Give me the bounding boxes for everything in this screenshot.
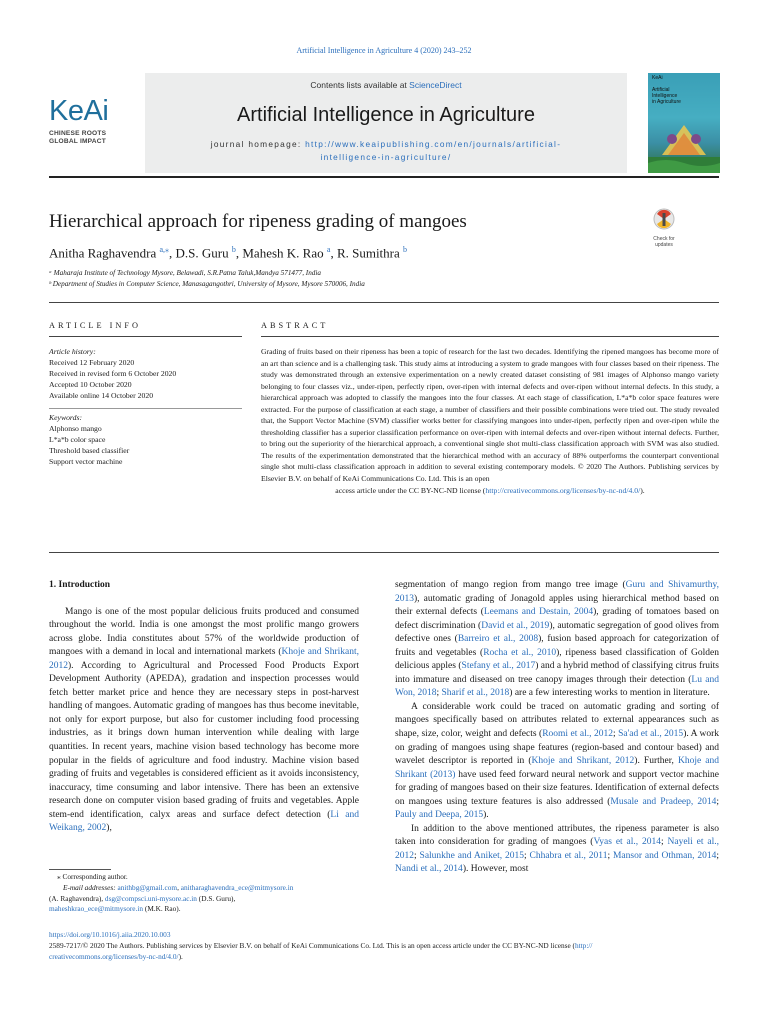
homepage-link-cont[interactable]: intelligence-in-agriculture/ (320, 152, 452, 162)
title-rule (49, 302, 719, 303)
homepage-label: journal homepage: (210, 139, 306, 149)
affiliation-a: ᵃ Maharaja Institute of Technology Mysore, Belawadi, S.R.Patna Taluk,Mandya 571477, India (49, 269, 321, 277)
article-history-label: Article history: (49, 347, 96, 356)
email-link[interactable]: dsg@compsci.uni-mysore.ac.in (104, 893, 197, 903)
keyword: L*a*b color space (49, 435, 106, 444)
affiliation-b: ᵇ Department of Studies in Computer Science, Manasagangothri, University of Mysore, Mysore 570006, India (49, 280, 365, 288)
text-run: In addition to the above mentioned attributes, the ripeness parameter is also taken into consideration for grading of mangoes ( (395, 823, 719, 848)
email-separator: , (177, 882, 181, 892)
license-link[interactable]: http:// (574, 940, 593, 950)
journal-citation[interactable]: Artificial Intelligence in Agriculture 4 (2020) 243–252 (296, 46, 472, 55)
reference-link[interactable]: Mansor and Othman, 2014 (612, 850, 717, 861)
email-line (49, 904, 369, 915)
reference-link[interactable]: Pauly and Deepa, 2015 (395, 810, 484, 821)
online-date: Available online 14 October 2020 (49, 391, 154, 400)
reference-link[interactable]: Guru and Shivamurthy, 2013 (395, 580, 719, 604)
issn-license-line (49, 941, 729, 963)
text-run: ). (178, 951, 183, 961)
keywords-label: Keywords: (49, 413, 83, 422)
email-label: E-mail addresses: (63, 882, 118, 892)
text-run: ; (436, 688, 442, 699)
reference-link[interactable]: Li and Weikang, 2002 (49, 809, 359, 834)
reference-link[interactable]: Chhabra et al., 2011 (529, 850, 608, 861)
reference-link[interactable]: Sa'ad et al., 2015 (618, 729, 684, 740)
license-suffix: ). (640, 485, 645, 495)
crossmark-icon (645, 207, 683, 231)
email-line (49, 894, 369, 905)
reference-link[interactable]: Salunkhe and Aniket, 2015 (419, 850, 524, 861)
revised-date: Received in revised form 6 October 2020 (49, 369, 177, 378)
contents-line (145, 80, 627, 90)
text-run: ; (523, 850, 530, 861)
reference-link[interactable]: David et al., 2019 (481, 620, 550, 631)
license-prefix: access article under the CC BY-NC-ND license ( (335, 485, 486, 495)
text-run: ). Further, (634, 756, 678, 767)
sciencedirect-link[interactable]: ScienceDirect (409, 80, 462, 90)
info-divider (49, 408, 242, 409)
text-run: ; (414, 850, 420, 861)
received-date: Received 12 February 2020 (49, 358, 135, 367)
journal-cover-image (648, 73, 720, 173)
keai-tagline-line-2: GLOBAL IMPACT (49, 138, 106, 145)
email-line (49, 883, 369, 894)
check-for-updates-badge[interactable] (645, 207, 683, 247)
cover-title-line-2: Intelligence (652, 93, 678, 99)
cover-title-line-3: in Agriculture (652, 99, 681, 105)
cover-title-line-1: Artificial (652, 87, 670, 93)
text-run: ). A work on grading of mangoes using shape features (region-based and contour based) and wavelet descriptor is reported in ( (395, 729, 720, 767)
article-title: Hierarchical approach for ripeness grading of mangoes (49, 211, 467, 232)
cover-illustration (648, 73, 720, 173)
reference-link[interactable]: Roomi et al., 2012 (542, 729, 613, 740)
keai-wordmark: KeAi (49, 95, 109, 127)
text-run: ). According to Agricultural and Processed Food Products Export Development Authority (APEDA), gradation and inspection processes would fetch better market price and hence they are necessary steps in post-harvest handling of mangoes. Automatic grading of mangoes has thus become inevitable, not only for export purpose, but also for customer including food processing industries, as it brings down human intervention while dealing with large quantities. In recent years, machine vision based technology has become more popular in the fields of agriculture and food industry. Machine vision based grading of fruits and vegetables is considered efficient as it avoids inconsistency, inaccuracy, time consuming and labor intensive. There has been an extensive research done on computer vision based grading of fruits and vegetables. Apple stem-end identification, calyx areas and surface defect detection ( (49, 660, 359, 820)
abstract-text: Grading of fruits based on their ripeness has been a topic of research for the last two decades. Identifying the ripened mangoes has become more of an art than science and is a challenging task. This study aims at introducing a system to grade mangoes with four classes based on their ripeness. The study was demonstrated through an extensive experimentation on a newly created dataset consisting of 981 images of Alphonso mango variety belonging to four classes viz., under-ripen, perfectly ripen, over-ripen with internal defects and over-ripen without internal defects. In this study, a hierarchical approach was adopted to classify the mangoes into the four classes. At each stage of classification, L*a*b color space features were extracted. For the purpose of classification at each stage, a number of classifiers and their possible combinations were tried out. The study revealed that, the Support Vector Machine (SVM) classifier works better for classifying mangoes into under-ripen, perfectly ripen and over-ripen while the thresholding classifier has a superior classification performance on over-ripen with internal defects and over-ripen without internal defects. Further, to bring out the superiority of the hierarchical approach, a conventional single shot multi-class classification approach with SVM was also studied. The results of the experimentation demonstrated that the hierarchical method with an accuracy of 88% outperforms the counterpart conventional single shot multi-class classification approach in addition to several existing contemporary models. © 2020 The Authors. Publishing services by Elsevier B.V. on behalf of KeAi Communications Co. Ltd. This is an open (261, 347, 719, 484)
text-run: ) are a few interesting works to mention in literature. (509, 688, 710, 699)
paragraph (395, 823, 719, 877)
crossmark-line-1: Check for (653, 236, 675, 242)
corresponding-author-note: ⁎ Corresponding author. (57, 872, 128, 881)
paragraph (395, 701, 719, 823)
article-info-box (49, 346, 242, 467)
text-run: ; (612, 729, 619, 740)
author-affiliation-link[interactable]: a (326, 245, 331, 254)
keai-logo (49, 95, 134, 155)
text-run: (D.S. Guru), (196, 893, 236, 903)
author-list (49, 245, 649, 261)
article-info-rule (49, 336, 242, 337)
crossmark-line-2: updates (655, 242, 673, 248)
author-affiliation-link[interactable]: a,⁎ (159, 245, 170, 254)
contents-prefix: Contents lists available at (310, 80, 410, 90)
text-run: ), automatic grading of Jonagold apples using hierarchical method based on their external defects ( (395, 593, 719, 618)
reference-link[interactable]: Rocha et al., 2010 (483, 647, 557, 658)
text-run: ; (661, 837, 668, 848)
text-run: A considerable work could be traced on automatic grading and sorting of mangoes specifically based on attributes related to external appearances such as shape, size, color, weight and defects ( (395, 701, 719, 740)
reference-link[interactable]: Lu and Won, 2018 (395, 674, 719, 699)
text-run: have used feed forward neural network and support vector machine for grading of mangoes based on their size features. Identification of external defects on mangoes using texture features is also addressed ( (395, 769, 719, 807)
abstract-body (261, 346, 719, 496)
text-run: ) and a hybrid method of classifying citrus fruits into immature and diseased on tree canopy images through their detection ( (395, 661, 719, 685)
keyword: Support vector machine (49, 457, 123, 466)
reference-link[interactable]: Khoje and Shrikant (2013) (395, 756, 719, 780)
body-column-right (395, 579, 719, 877)
email-link[interactable]: anithbg@gmail.com (117, 882, 178, 892)
author-affiliation-link[interactable]: b (403, 245, 408, 254)
reference-link[interactable]: Khoje and Shrikant, 2012 (49, 647, 359, 671)
text-run: ; (607, 850, 613, 861)
email-link[interactable]: anitharaghavendra_ece@mitmysore.in (180, 882, 294, 892)
reference-link[interactable]: Vyas et al., 2014 (593, 837, 661, 848)
reference-link[interactable]: Nayeli et al., 2012 (395, 837, 719, 861)
reference-link[interactable]: Musale and Pradeep, 2014 (610, 796, 717, 807)
author-name: , D.S. Guru (169, 245, 229, 261)
text-run: (A. Raghavendra), (49, 893, 105, 903)
author-name: , R. Sumithra (330, 245, 400, 261)
footnote-rule (49, 869, 111, 870)
text-run: ), (106, 823, 112, 834)
license-link[interactable]: http://creativecommons.org/licenses/by-nc-nd/4.0/ (485, 485, 641, 495)
abstract-heading: ABSTRACT (261, 321, 329, 330)
header-rule (49, 176, 719, 178)
text-run: Mango is one of the most popular delicious fruits produced and consumed throughout the world. India is one amongst the most prolific mango growers across globe. India constitutes about 57% of the worldwide production of mangoes with a demand in local and international markets ( (49, 606, 359, 658)
text-run: (M.K. Rao). (143, 904, 181, 914)
section-heading-introduction: 1. Introduction (49, 580, 111, 590)
text-run: ), automatic segregation of good olives from defective ones ( (395, 620, 720, 645)
publication-meta (49, 930, 729, 962)
text-run: ), fusion based approach for categorization of fruits and vegetables ( (395, 634, 719, 658)
license-link-cont[interactable]: creativecommons.org/licenses/by-nc-nd/4.0/ (49, 951, 179, 961)
crossmark-text (645, 236, 683, 248)
author-affiliation-link[interactable]: b (231, 245, 236, 254)
reference-link[interactable]: Khoje and Shrikant, 2012 (531, 756, 635, 767)
keyword: Threshold based classifier (49, 446, 130, 455)
homepage-link[interactable]: http://www.keaipublishing.com/en/journals/artificial- (305, 139, 562, 149)
text-run: ). However, most (462, 864, 529, 875)
reference-link[interactable]: Nandi et al., 2014 (395, 864, 463, 875)
reference-link[interactable]: Sharif et al., 2018 (441, 688, 510, 699)
text-run: 2589-7217/© 2020 The Authors. Publishing services by Elsevier B.V. on behalf of KeAi Communications Co. Ltd. This is an open access article under the CC BY-NC-ND license ( (49, 940, 575, 950)
footnotes (49, 872, 369, 915)
doi-link[interactable]: https://doi.org/10.1016/j.aiia.2020.10.003 (49, 930, 171, 939)
email-link[interactable]: maheshkrao_ece@mitmysore.in (49, 904, 144, 914)
paragraph (395, 579, 719, 701)
text-run: ), ripeness based classification of Golden delicious apples ( (395, 647, 719, 672)
abstract-license (261, 485, 719, 497)
text-run: segmentation of mango region from mango tree image ( (395, 580, 626, 590)
journal-title: Artificial Intelligence in Agriculture (237, 104, 535, 126)
paragraph (49, 606, 359, 836)
author-name: , Mahesh K. Rao (235, 245, 324, 261)
reference-link[interactable]: Stefany et al., 2017 (461, 661, 536, 672)
author-name: Anitha Raghavendra (49, 245, 157, 261)
keai-tagline (49, 130, 134, 146)
reference-link[interactable]: Barreiro et al., 2008 (457, 634, 539, 645)
reference-link[interactable]: Leemans and Destain, 2004 (483, 607, 594, 618)
abstract-end-rule (49, 552, 719, 553)
cover-brand: KeAi (652, 75, 663, 81)
text-run: ; (716, 796, 719, 807)
keai-tagline-line-1: CHINESE ROOTS (49, 130, 107, 137)
text-run: ), grading of tomatoes based on defect discrimination ( (395, 607, 719, 631)
article-info-heading: ARTICLE INFO (49, 321, 141, 330)
abstract-rule (261, 336, 719, 337)
accepted-date: Accepted 10 October 2020 (49, 380, 132, 389)
keyword: Alphonso mango (49, 424, 102, 433)
text-run: ; (716, 850, 720, 861)
body-column-left (49, 579, 359, 836)
journal-homepage (160, 138, 612, 164)
text-run: ). (483, 810, 489, 821)
